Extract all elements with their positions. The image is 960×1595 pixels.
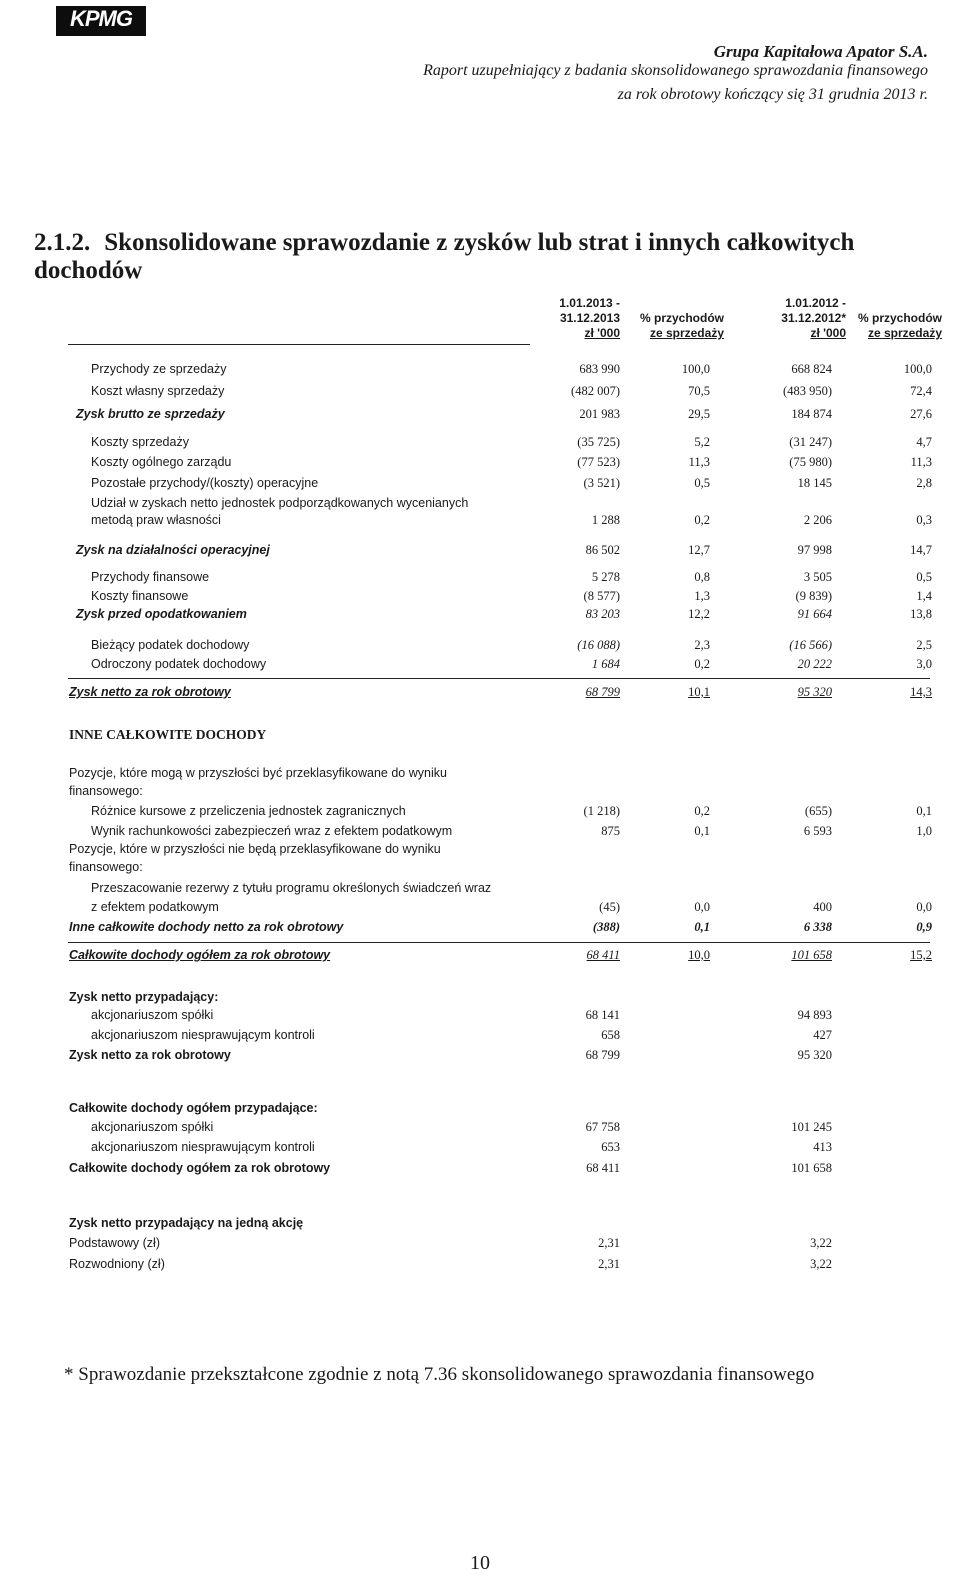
table-row: akcjonariuszom spółki 68 141 94 893 [91, 1008, 832, 1022]
footnote: * Sprawozdanie przekształcone zgodnie z notą 7.36 skonsolidowanego sprawozdania finansowego [64, 1364, 815, 1385]
col-2013-line1: 1.01.2013 - [559, 296, 620, 310]
table-row: Rozwodniony (zł) 2,31 3,22 [69, 1257, 832, 1271]
header-company: Grupa Kapitałowa Apator S.A. [713, 42, 928, 61]
table-row: Koszty sprzedaży (35 725) 5,2 (31 247) 4,7 [91, 435, 932, 449]
subtotal-rule [68, 942, 930, 943]
table-row: Całkowite dochody ogółem za rok obrotowy 68 411 10,0 101 658 15,2 [69, 948, 932, 962]
col-2012-pct-header [858, 311, 942, 341]
kpmg-logo: KPMG [56, 6, 146, 32]
table-row: Przychody ze sprzedaży 683 990 100,0 668 824 100,0 [91, 362, 932, 376]
table-row: Przeszacowanie rezerwy z tytułu programu określonych świadczeń wraz [91, 881, 492, 895]
logo-bar [56, 32, 146, 36]
table-row: finansowego: [69, 860, 143, 874]
table-row: Pozycje, które mogą w przyszłości być przeklasyfikowane do wyniku [69, 766, 447, 780]
table-row: Całkowite dochody ogółem przypadające: [69, 1101, 318, 1115]
table-row: Koszty finansowe (8 577) 1,3 (9 839) 1,4 [91, 589, 932, 603]
table-row: akcjonariuszom spółki 67 758 101 245 [91, 1120, 832, 1134]
col-2013-pct-line2: ze sprzedaży [649, 326, 724, 340]
header-rule [68, 344, 530, 345]
table-row: akcjonariuszom niesprawującym kontroli 653 413 [91, 1140, 832, 1154]
section-heading: INNE CAŁKOWITE DOCHODY [69, 727, 267, 742]
col-2013-pct-line1: % przychodów [639, 311, 724, 325]
header-report-title: Raport uzupełniający z badania skonsolidowanego sprawozdania finansowego [423, 62, 928, 79]
table-row: Koszty ogólnego zarządu (77 523) 11,3 (75 980) 11,3 [91, 455, 932, 469]
col-2012-line1: 1.01.2012 - [785, 296, 846, 310]
table-row: Zysk przed opodatkowaniem 83 203 12,2 91 664 13,8 [76, 607, 932, 621]
table-row: Zysk netto przypadający na jedną akcję [69, 1216, 304, 1230]
table-row: z efektem podatkowym (45) 0,0 400 0,0 [91, 900, 932, 914]
col-2013-line3: zł '000 [584, 326, 620, 340]
table-row: Wynik rachunkowości zabezpieczeń wraz z efektem podatkowym 875 0,1 6 593 1,0 [91, 824, 932, 838]
table-row: Odroczony podatek dochodowy 1 684 0,2 20 222 3,0 [91, 657, 932, 671]
section-title-text: Skonsolidowane sprawozdanie z zysków lub strat i innych całkowitych dochodów [34, 229, 855, 284]
col-2012-line3: zł '000 [810, 326, 846, 340]
section-title [34, 229, 960, 285]
header-period: za rok obrotowy kończący się 31 grudnia 2013 r. [617, 86, 928, 103]
page-number: 10 [470, 1552, 490, 1574]
col-2013-line2: 31.12.2013 [559, 311, 620, 325]
table-row: Podstawowy (zł) 2,31 3,22 [69, 1236, 832, 1250]
table-row: Zysk brutto ze sprzedaży 201 983 29,5 184 874 27,6 [76, 407, 932, 421]
table-row: Koszt własny sprzedaży (482 007) 70,5 (483 950) 72,4 [91, 384, 932, 398]
table-row: finansowego: [69, 784, 143, 798]
col-2012-line2: 31.12.2012* [781, 311, 846, 325]
col-2013-amount-header [559, 296, 620, 341]
table-row: Całkowite dochody ogółem za rok obrotowy 68 411 101 658 [69, 1161, 832, 1175]
table-row: Różnice kursowe z przeliczenia jednostek zagranicznych (1 218) 0,2 (655) 0,1 [91, 804, 932, 818]
table-row: Zysk netto za rok obrotowy 68 799 10,1 95 320 14,3 [69, 685, 932, 699]
table-row: akcjonariuszom niesprawującym kontroli 658 427 [91, 1028, 832, 1042]
table-row: Pozycje, które w przyszłości nie będą przeklasyfikowane do wyniku [69, 842, 441, 856]
table-row: Zysk na działalności operacyjnej 86 502 12,7 97 998 14,7 [76, 543, 932, 557]
col-2013-pct-header [640, 311, 724, 341]
table-row: Zysk netto za rok obrotowy 68 799 95 320 [69, 1048, 832, 1062]
table-row: Pozostałe przychody/(koszty) operacyjne (3 521) 0,5 18 145 2,8 [91, 476, 932, 490]
table-row: Przychody finansowe 5 278 0,8 3 505 0,5 [91, 570, 932, 584]
subtotal-rule [68, 678, 930, 679]
table-row: metodą praw własności 1 288 0,2 2 206 0,3 [91, 513, 932, 527]
col-2012-pct-line2: ze sprzedaży [867, 326, 942, 340]
col-2012-amount-header [781, 296, 846, 341]
col-2012-pct-line1: % przychodów [857, 311, 942, 325]
section-number: 2.1.2. [34, 229, 91, 256]
table-row: Udział w zyskach netto jednostek podporządkowanych wycenianych [91, 496, 469, 510]
table-row: Zysk netto przypadający: [69, 990, 219, 1004]
table-row: Inne całkowite dochody netto za rok obrotowy (388) 0,1 6 338 0,9 [69, 920, 932, 934]
table-row: Bieżący podatek dochodowy (16 088) 2,3 (16 566) 2,5 [91, 638, 932, 652]
